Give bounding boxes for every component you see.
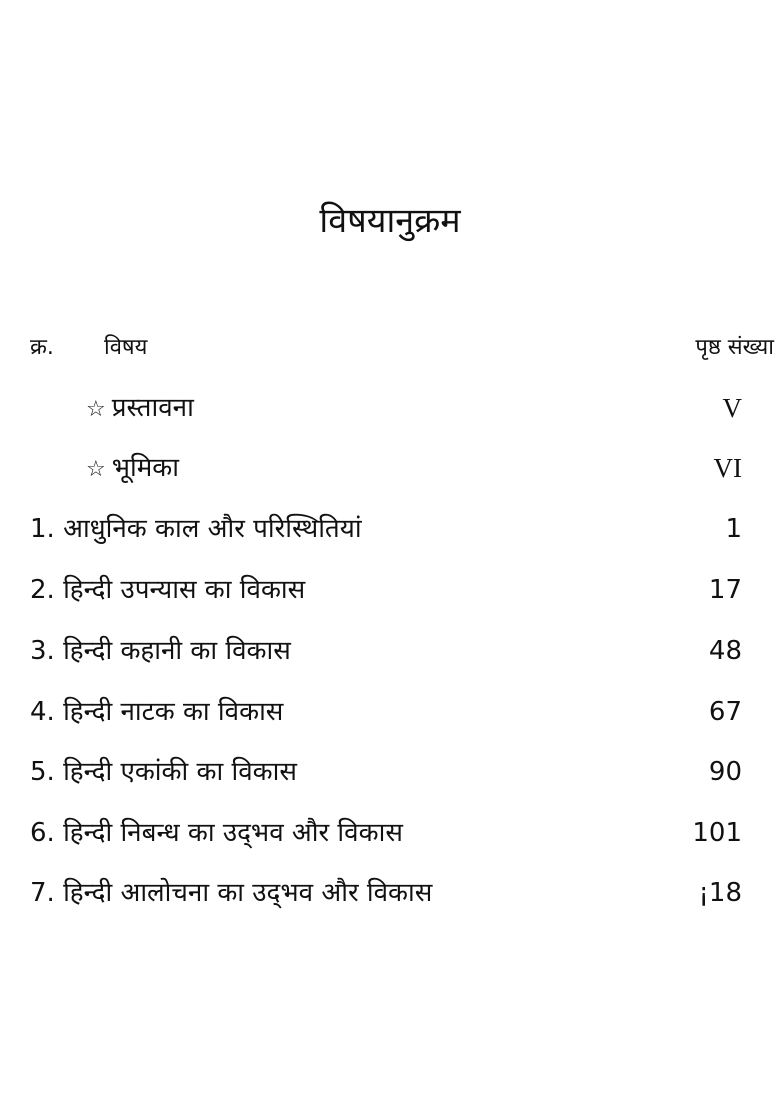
- entry-page: VI: [713, 453, 742, 483]
- chapter-item: [30, 871, 742, 915]
- entry-label: प्रस्तावना: [111, 393, 194, 423]
- entry-page: 1: [725, 514, 742, 544]
- front-matter-item: [30, 386, 742, 430]
- entry-label: 1. आधुनिक काल और परिस्थितियां: [30, 514, 362, 544]
- entry-label: 6. हिन्दी निबन्ध का उद्‌भव और विकास: [30, 818, 403, 848]
- header-page-number: पृष्ठ संख्या: [695, 335, 774, 360]
- entry-label: 3. हिन्दी कहानी का विकास: [30, 636, 291, 666]
- page-title: विषयानुक्रम: [319, 201, 461, 241]
- entry-label: 4. हिन्दी नाटक का विकास: [30, 697, 284, 727]
- header-subject: विषय: [104, 335, 148, 360]
- chapter-item: [30, 811, 742, 855]
- chapter-item: [30, 750, 742, 794]
- entry-page: 101: [692, 818, 742, 848]
- entry-label: 7. हिन्दी आलोचना का उद्‌भव और विकास: [30, 878, 433, 908]
- front-matter-item: [30, 446, 742, 490]
- entry-label: 5. हिन्दी एकांकी का विकास: [30, 757, 297, 787]
- chapter-item: [30, 507, 742, 551]
- header-number: क्र.: [30, 335, 54, 360]
- entry-label: भूमिका: [111, 453, 179, 483]
- chapter-item: [30, 690, 742, 734]
- entry-label: 2. हिन्दी उपन्यास का विकास: [30, 575, 306, 605]
- star-outline-icon: ☆: [86, 397, 106, 422]
- entry-page: 67: [708, 697, 742, 727]
- entry-page: V: [722, 393, 742, 423]
- table-header: [30, 330, 774, 366]
- entry-page: ¡18: [698, 878, 742, 908]
- star-outline-icon: ☆: [86, 457, 106, 482]
- entry-page: 90: [708, 757, 742, 787]
- entry-page: 48: [708, 636, 742, 666]
- chapter-item: [30, 568, 742, 612]
- entry-page: 17: [708, 575, 742, 605]
- chapter-item: [30, 629, 742, 673]
